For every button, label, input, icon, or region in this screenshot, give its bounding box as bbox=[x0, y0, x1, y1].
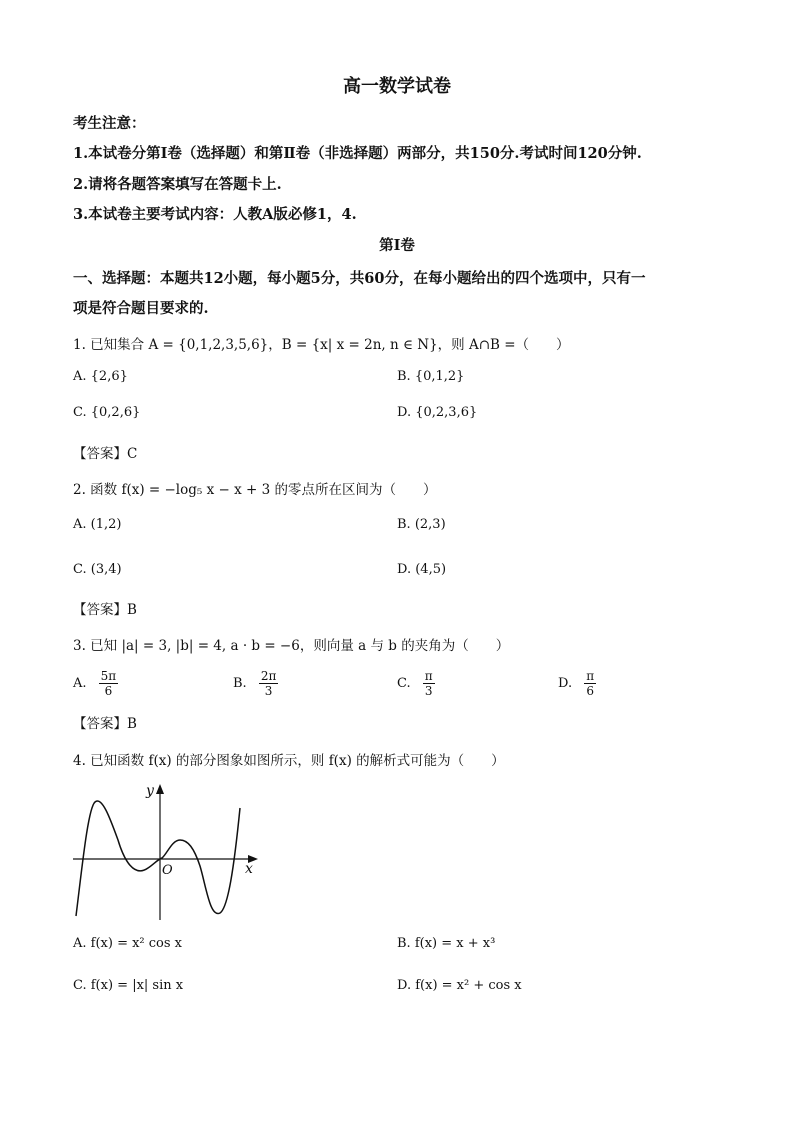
question-2-option-c: C. (3,4) bbox=[73, 562, 122, 577]
section-one-line1: 一、选择题：本题共12小题，每小题5分，共60分，在每小题给出的四个选项中，只有一 bbox=[73, 270, 646, 287]
question-2-stem: 2. 函数 f(x) = −log₅ x − x + 3 的零点所在区间为（ ） bbox=[73, 482, 437, 498]
option-label: D. bbox=[558, 676, 573, 691]
notice-heading: 考生注意： bbox=[73, 115, 146, 132]
question-2-option-b: B. (2,3) bbox=[397, 517, 446, 532]
question-2-option-a: A. (1,2) bbox=[73, 517, 122, 532]
question-3-option-c bbox=[397, 669, 435, 698]
x-axis-label: x bbox=[245, 861, 253, 877]
fraction-numerator: 2π bbox=[260, 669, 277, 683]
question-4-stem: 4. 已知函数 f(x) 的部分图象如图所示，则 f(x) 的解析式可能为（ ） bbox=[73, 753, 505, 769]
fraction-numerator: π bbox=[586, 669, 595, 683]
y-axis-label: y bbox=[146, 783, 154, 799]
volume-title: 第Ⅰ卷 bbox=[379, 237, 415, 254]
question-3-option-a bbox=[73, 669, 118, 698]
exam-title: 高一数学试卷 bbox=[343, 76, 451, 97]
fraction bbox=[423, 669, 435, 698]
fraction bbox=[584, 669, 596, 698]
question-3-answer: 【答案】B bbox=[73, 716, 137, 732]
question-2-option-d: D. (4,5) bbox=[397, 562, 447, 577]
option-label: C. bbox=[397, 676, 411, 691]
fraction-denominator: 3 bbox=[264, 684, 273, 698]
question-1-stem: 1. 已知集合 A = {0,1,2,3,5,6}，B = {x| x = 2n, n ∈ N}，则 A∩B =（ ） bbox=[73, 337, 570, 353]
fraction-denominator: 3 bbox=[424, 684, 433, 698]
notice-item-1: 1.本试卷分第Ⅰ卷（选择题）和第Ⅱ卷（非选择题）两部分，共150分.考试时间120分钟. bbox=[73, 145, 642, 162]
question-4-option-b: B. f(x) = x + x³ bbox=[397, 936, 496, 951]
fraction bbox=[259, 669, 279, 698]
question-4-option-c: C. f(x) = |x| sin x bbox=[73, 978, 184, 993]
fraction bbox=[99, 669, 119, 698]
question-1-option-d: D. {0,2,3,6} bbox=[397, 405, 478, 420]
y-axis-arrow bbox=[156, 784, 164, 794]
notice-item-2: 2.请将各题答案填写在答题卡上. bbox=[73, 176, 282, 193]
question-1-option-c: C. {0,2,6} bbox=[73, 405, 141, 420]
question-1-option-a: A. {2,6} bbox=[73, 369, 128, 384]
fraction-denominator: 6 bbox=[104, 684, 113, 698]
fraction-numerator: π bbox=[424, 669, 433, 683]
question-4-option-d: D. f(x) = x² + cos x bbox=[397, 978, 522, 993]
question-3-option-b bbox=[233, 669, 278, 698]
origin-label: O bbox=[162, 863, 173, 878]
question-2-answer: 【答案】B bbox=[73, 602, 137, 618]
question-1-option-b: B. {0,1,2} bbox=[397, 369, 465, 384]
function-graph-figure bbox=[68, 778, 268, 923]
notice-item-3: 3.本试卷主要考试内容：人教A版必修1，4. bbox=[73, 206, 357, 223]
section-one-line2: 项是符合题目要求的. bbox=[73, 300, 209, 317]
option-label: B. bbox=[233, 676, 247, 691]
question-4-option-a: A. f(x) = x² cos x bbox=[73, 936, 183, 951]
question-3-stem: 3. 已知 |a| = 3, |b| = 4, a · b = −6，则向量 a 与 b 的夹角为（ ） bbox=[73, 638, 510, 654]
question-3-option-d bbox=[558, 669, 596, 698]
fraction-numerator: 5π bbox=[100, 669, 117, 683]
fraction-denominator: 6 bbox=[586, 684, 594, 698]
option-label: A. bbox=[73, 676, 87, 691]
question-1-answer: 【答案】C bbox=[73, 446, 138, 462]
